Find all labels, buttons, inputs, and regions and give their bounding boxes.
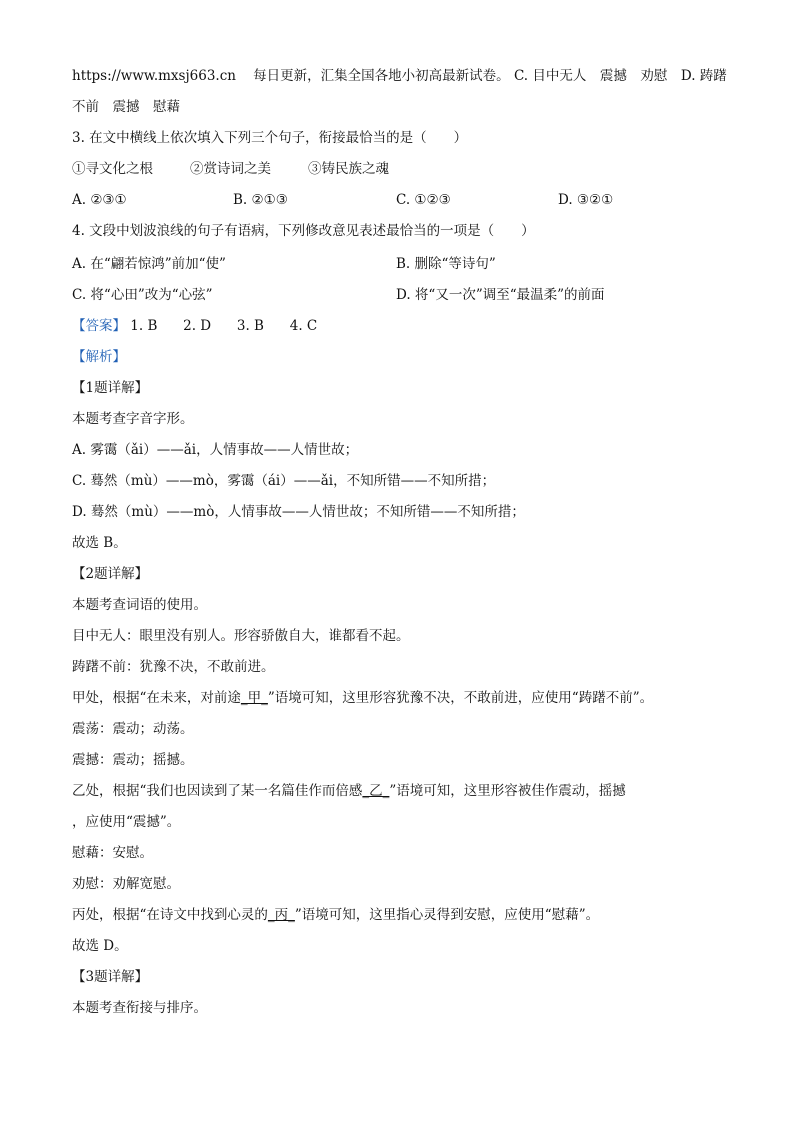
d2-yi-line [72, 781, 626, 801]
q3-item-3: ③铸民族之魂 [308, 161, 389, 177]
d2-title: 【2题详解】 [72, 566, 149, 582]
d1-line: 本题考查字音字形。 [72, 411, 194, 427]
d2-line: 劝慰：劝解宽慰。 [72, 876, 180, 892]
q4-option-c: C. 将“心田”改为“心弦” [72, 287, 213, 303]
d2-line: 本题考查词语的使用。 [72, 597, 207, 613]
d1-title: 【1题详解】 [72, 380, 149, 396]
d2-jia-pre: 甲处，根据“在未来，对前途 [72, 690, 241, 706]
d2-jia-line [72, 688, 653, 708]
d3-line: 本题考查衔接与排序。 [72, 1000, 207, 1016]
site-slogan: 每日更新，汇集全国各地小初高最新试卷。 [253, 68, 510, 84]
q3-option-b: B. ②①③ [233, 192, 288, 208]
q3-stem: 3. 在文中横线上依次填入下列三个句子，衔接最恰当的是（ ） [72, 130, 468, 146]
answer-label: 【答案】 [72, 318, 126, 334]
d2-bing-post: ”语境可知，这里指心灵得到安慰，应使用“慰藉”。 [294, 907, 600, 923]
q3-option-d: D. ③②① [558, 192, 614, 208]
d2-line: 目中无人：眼里没有别人。形容骄傲自大，谁都看不起。 [72, 628, 410, 644]
analysis-label: 【解析】 [72, 349, 126, 365]
site-url: https://www.mxsj663.cn [72, 68, 236, 84]
d2-bing-line [72, 905, 599, 925]
d2-jia-blank: _甲_ [240, 690, 268, 706]
d2-line: 震撼：震动；摇撼。 [72, 752, 194, 768]
d2-end: 故选 D。 [72, 938, 128, 954]
d2-line: 踌躇不前：犹豫不决，不敢前进。 [72, 659, 275, 675]
d2-jia-post: ”语境可知，这里形容犹豫不决，不敢前进，应使用“踌躇不前”。 [267, 690, 654, 706]
q4-option-b: B. 删除“等诗句” [396, 256, 496, 272]
answer-1: 1. B [130, 318, 158, 334]
q2-option-d-continued: 不前 震撼 慰藉 [72, 99, 180, 115]
q2-option-c-d: C. 目中无人 震撼 劝慰 D. 踌躇 [513, 68, 727, 84]
q3-item-1: ①寻文化之根 [72, 161, 153, 177]
d2-line: 慰藉：安慰。 [72, 845, 153, 861]
answer-2: 2. D [183, 318, 212, 334]
d2-bing-pre: 丙处，根据“在诗文中找到心灵的 [72, 907, 268, 923]
q4-option-d: D. 将“又一次”调至“最温柔”的前面 [396, 287, 605, 303]
q4-stem: 4. 文段中划波浪线的句子有语病，下列修改意见表述最恰当的一项是（ ） [72, 223, 535, 239]
d2-line: 震荡：震动；动荡。 [72, 721, 194, 737]
d1-line: 故选 B。 [72, 535, 127, 551]
d2-yi-pre: 乙处，根据“我们也因读到了某一名篇佳作而倍感 [72, 783, 363, 799]
header-line [72, 66, 727, 86]
q4-option-a: A. 在“翩若惊鸿”前加“使” [72, 256, 226, 272]
d3-title: 【3题详解】 [72, 969, 149, 985]
answer-3: 3. B [236, 318, 264, 334]
d1-line: D. 蓦然（mù）——mò，人情事故——人情世故；不知所错——不知所措； [72, 504, 525, 520]
d1-line: A. 雾霭（ǎi）——ǎi，人情事故——人情世故； [72, 442, 359, 458]
q3-option-c: C. ①②③ [396, 192, 451, 208]
d2-yi-continued: ，应使用“震撼”。 [72, 814, 181, 830]
q3-option-a: A. ②③① [72, 192, 127, 208]
d2-yi-blank: _乙_ [362, 783, 390, 799]
answer-line [72, 316, 317, 336]
q3-item-2: ②赏诗词之美 [190, 161, 271, 177]
d1-line: C. 蓦然（mù）——mò，雾霭（ái）——ǎi，不知所错——不知所措； [72, 473, 496, 489]
d2-bing-blank: _丙_ [267, 907, 295, 923]
d2-yi-post: ”语境可知，这里形容被佳作震动，摇撼 [389, 783, 626, 799]
answer-4: 4. C [289, 318, 318, 334]
